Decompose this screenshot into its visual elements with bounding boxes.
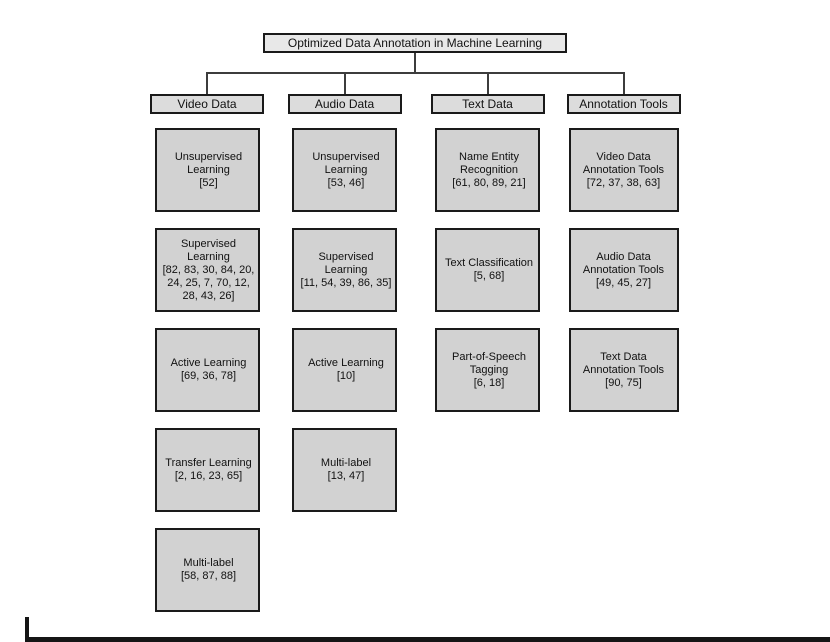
branch-header-label: Text Data: [462, 97, 513, 111]
node-label: Active Learning: [308, 357, 384, 369]
node-annotation-tools-text-data-annotation-tools: [569, 328, 679, 412]
node-citation-refs: [82, 83, 30, 84, 20, 24, 25, 7, 70, 12, 28, 43, 26]: [162, 263, 255, 302]
node-label: Unsupervised Learning: [174, 150, 243, 176]
node-label: Part-of-Speech Tagging: [452, 350, 526, 376]
node-text-data-name-entity-recognition: [435, 128, 540, 212]
node-label: Supervised Learning: [180, 237, 237, 263]
node-citation-refs: [6, 18]: [473, 376, 505, 389]
branch-header-text-data: [431, 94, 545, 114]
node-video-data-supervised-learning: [155, 228, 260, 312]
diagram-title-text: Optimized Data Annotation in Machine Learning: [287, 36, 543, 50]
node-video-data-active-learning: [155, 328, 260, 412]
node-citation-refs: [13, 47]: [327, 470, 365, 482]
page-border-bottom: [25, 637, 830, 642]
connector-bus: [206, 72, 625, 74]
node-label: Name Entity Recognition: [459, 150, 519, 176]
node-audio-data-supervised-learning: [292, 228, 397, 312]
node-video-data-multi-label: [155, 528, 260, 612]
connector-drop-audio-data: [344, 72, 346, 94]
node-label: Text Data Annotation Tools: [582, 350, 665, 376]
node-audio-data-active-learning: [292, 328, 397, 412]
connector-drop-annotation-tools: [623, 72, 625, 94]
branch-header-label: Audio Data: [314, 97, 375, 111]
node-audio-data-multi-label: [292, 428, 397, 512]
node-label: Supervised Learning: [318, 250, 374, 276]
node-citation-refs: [10]: [336, 370, 356, 382]
node-label: Multi-label: [183, 557, 234, 569]
node-citation-refs: [72, 37, 38, 63]: [586, 176, 661, 189]
node-label: Audio Data Annotation Tools: [582, 250, 665, 276]
node-audio-data-unsupervised-learning: [292, 128, 397, 212]
node-annotation-tools-audio-data-annotation-tools: [569, 228, 679, 312]
connector-drop-video-data: [206, 72, 208, 94]
branch-header-label: Video Data: [177, 97, 237, 111]
branch-header-annotation-tools: [567, 94, 681, 114]
node-label: Unsupervised Learning: [312, 150, 380, 176]
node-citation-refs: [52]: [199, 176, 218, 189]
node-label: Multi-label: [320, 457, 372, 469]
node-label: Active Learning: [170, 357, 247, 369]
node-label: Video Data Annotation Tools: [582, 150, 665, 176]
branch-header-label: Annotation Tools: [579, 97, 668, 111]
node-citation-refs: [49, 45, 27]: [595, 276, 652, 289]
connector-drop-text-data: [487, 72, 489, 94]
node-citation-refs: [11, 54, 39, 86, 35]: [300, 276, 392, 289]
node-annotation-tools-video-data-annotation-tools: [569, 128, 679, 212]
node-label: Transfer Learning: [165, 457, 252, 469]
node-citation-refs: [5, 68]: [473, 270, 505, 282]
node-citation-refs: [58, 87, 88]: [180, 570, 237, 582]
diagram-title: [263, 33, 567, 53]
node-citation-refs: [69, 36, 78]: [180, 370, 237, 382]
connector-title-drop: [414, 53, 416, 74]
node-text-data-text-classification: [435, 228, 540, 312]
node-citation-refs: [90, 75]: [605, 376, 642, 389]
branch-header-audio-data: [288, 94, 402, 114]
node-video-data-unsupervised-learning: [155, 128, 260, 212]
node-label: Text Classification: [444, 257, 534, 269]
node-text-data-part-of-speech-tagging: [435, 328, 540, 412]
node-video-data-transfer-learning: [155, 428, 260, 512]
node-citation-refs: [61, 80, 89, 21]: [452, 176, 526, 189]
node-citation-refs: [53, 46]: [327, 176, 365, 189]
node-citation-refs: [2, 16, 23, 65]: [174, 470, 243, 482]
branch-header-video-data: [150, 94, 264, 114]
